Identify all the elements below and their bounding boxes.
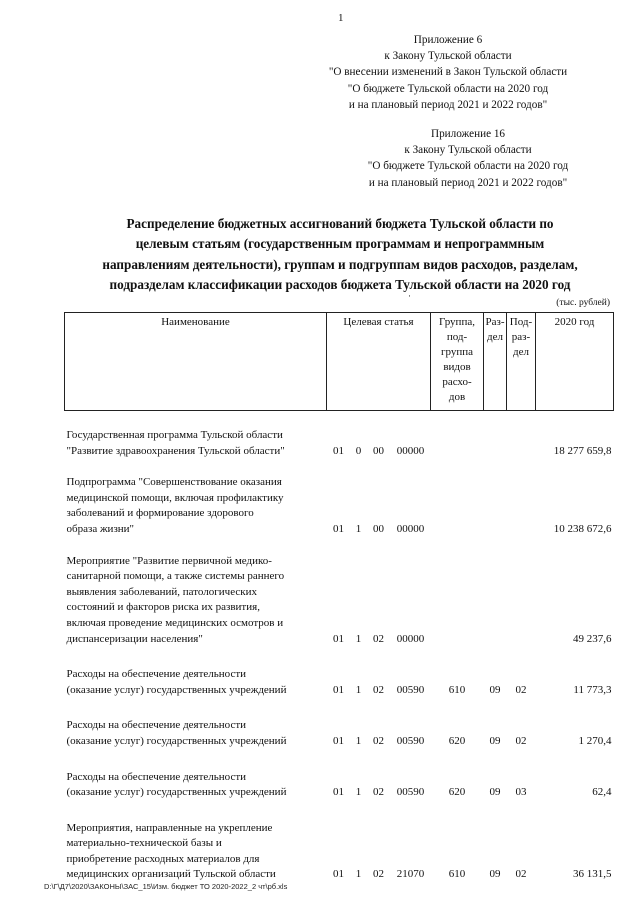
row-name-cell (65, 667, 327, 698)
target-code-cell (327, 554, 431, 648)
col-target-header: Целевая статья (327, 313, 431, 411)
page-number: 1 (338, 12, 344, 24)
target-code-k2: 1 (355, 683, 362, 696)
group-code-cell: 620 (448, 734, 466, 747)
row-name-line: Подпрограмма "Совершенствование оказания (66, 476, 282, 489)
subsection-code-cell: 03 (515, 786, 527, 799)
row-name-line: Мероприятие "Развитие первичной медико- (66, 554, 272, 567)
section-code-cell: 09 (489, 868, 501, 881)
spacer-cell (65, 647, 614, 667)
target-code-k4: 00590 (396, 786, 425, 799)
row-name-cell (65, 821, 327, 883)
header-line: дел (513, 346, 529, 358)
target-code-k3: 02 (373, 868, 384, 881)
row-spacer (65, 698, 614, 718)
table-row (65, 770, 614, 801)
appendix-line: "О внесении изменений в Закон Тульской области (328, 66, 568, 79)
target-code-k3: 02 (373, 734, 384, 747)
group-code-cell (431, 475, 484, 537)
row-name-line: заболеваний и формирование здорового (66, 507, 254, 520)
target-code-cell (327, 770, 431, 801)
title-line: целевым статьям (государственным программам и непрограммным (135, 236, 545, 252)
appendix-line: Приложение 16 (430, 128, 506, 140)
target-code-k3: 00 (373, 444, 384, 457)
row-name-cell (65, 554, 327, 648)
spacer-cell (65, 698, 614, 718)
target-code-k1: 01 (333, 786, 344, 799)
row-name-line: состояний и факторов риска их развития, (66, 601, 260, 614)
col-name-header: Наименование (65, 313, 327, 411)
target-code-k2: 1 (355, 786, 362, 799)
budget-table (64, 312, 614, 883)
appendix-line: и на плановый период 2021 и 2022 годов" (368, 176, 568, 189)
target-code-k1: 01 (333, 522, 344, 535)
section-code-cell: 09 (489, 786, 501, 799)
table-row (65, 718, 614, 749)
row-name-line: (оказание услуг) государственных учреждений (66, 734, 287, 747)
row-name-line: образа жизни" (66, 522, 135, 535)
group-code-cell: 610 (448, 683, 466, 696)
row-name-line: медицинских организаций Тульской области (66, 868, 276, 881)
section-code-cell (484, 475, 507, 537)
appendix-line: "О бюджете Тульской области на 2020 год (347, 82, 549, 95)
spacer-cell (65, 538, 614, 554)
row-spacer (65, 411, 614, 429)
spacer-cell (65, 411, 614, 429)
subsection-code-cell: 02 (515, 868, 527, 881)
row-spacer (65, 801, 614, 821)
row-spacer (65, 647, 614, 667)
header-line: Группа, (439, 316, 475, 328)
target-code-k2: 1 (355, 868, 362, 881)
title-line: подразделам классификации расходов бюджета Тульской области на 2020 год (109, 276, 571, 292)
appendix-line: "О бюджете Тульской области на 2020 год (367, 160, 569, 173)
appendix-line: к Закону Тульской области (404, 144, 532, 157)
row-name-cell (65, 475, 327, 537)
target-code-k1: 01 (333, 632, 344, 645)
table-row (65, 821, 614, 883)
appendix-line: и на плановый период 2021 и 2022 годов" (348, 98, 548, 111)
table-row (65, 554, 614, 648)
row-name-cell (65, 428, 327, 459)
row-name-line: (оказание услуг) государственных учреждений (66, 786, 287, 799)
subsection-code-cell: 02 (515, 734, 527, 747)
target-code-k3: 02 (373, 786, 384, 799)
subsection-code-cell (507, 475, 536, 537)
section-code-cell (484, 554, 507, 648)
target-code-k1: 01 (333, 868, 344, 881)
target-code-k2: 0 (355, 444, 362, 457)
appendix-line: к Закону Тульской области (384, 50, 512, 63)
header-line: дел (487, 331, 503, 343)
spacer-cell (65, 750, 614, 770)
target-code-k1: 01 (333, 683, 344, 696)
col-group-header (431, 313, 484, 411)
title-line: направлениям деятельности), группам и подгруппам видов расходов, разделам, (102, 256, 578, 272)
group-code-cell (431, 554, 484, 648)
row-name-line: Мероприятия, направленные на укрепление (66, 821, 273, 834)
units-label: (тыс. рублей) (556, 298, 610, 308)
header-line: Под- (509, 316, 533, 328)
row-name-line: (оказание услуг) государственных учреждений (66, 683, 287, 696)
row-name-line: диспансеризации населения" (66, 632, 203, 645)
amount-cell: 62,4 (592, 786, 612, 799)
target-code-k4: 21070 (396, 868, 425, 881)
appendix-line: Приложение 6 (413, 34, 483, 46)
section-code-cell: 09 (489, 683, 501, 696)
header-line: расхо- (442, 376, 472, 388)
stray-mark: · (408, 291, 411, 301)
target-code-cell (327, 428, 431, 459)
target-code-k1: 01 (333, 444, 344, 457)
row-spacer (65, 750, 614, 770)
row-name-line: приобретение расходных материалов для (66, 852, 260, 865)
target-code-cell (327, 667, 431, 698)
row-name-cell (65, 718, 327, 749)
table-header-row (65, 313, 614, 411)
amount-cell: 10 238 672,6 (553, 522, 612, 535)
target-code-k4: 00590 (396, 683, 425, 696)
target-code-k1: 01 (333, 734, 344, 747)
target-code-k4: 00000 (396, 444, 425, 457)
group-code-cell: 620 (448, 786, 466, 799)
target-code-k3: 00 (373, 522, 384, 535)
header-line: дов (448, 391, 466, 403)
file-path-footer: D:\Г\Д7\2020\ЗАКОНЫ\ЗАС_15\Изм. бюджет ТО 2020-2022_2 чт\рб.xls (44, 882, 288, 891)
col-section-header (484, 313, 507, 411)
target-code-k2: 1 (355, 734, 362, 747)
target-code-k4: 00000 (396, 632, 425, 645)
row-name-line: материально-технической базы и (66, 837, 222, 850)
spacer-cell (65, 801, 614, 821)
target-code-k4: 00000 (396, 522, 425, 535)
group-code-cell (431, 428, 484, 459)
table-row (65, 475, 614, 537)
row-name-line: Расходы на обеспечение деятельности (66, 770, 247, 783)
table-row (65, 428, 614, 459)
section-code-cell (484, 428, 507, 459)
header-line: раз- (511, 331, 531, 343)
col-subsection-header (507, 313, 536, 411)
target-code-k3: 02 (373, 683, 384, 696)
target-code-cell (327, 475, 431, 537)
header-line: группа (440, 346, 474, 358)
target-code-k3: 02 (373, 632, 384, 645)
target-code-k2: 1 (355, 522, 362, 535)
row-spacer (65, 459, 614, 475)
amount-cell: 36 131,5 (573, 868, 612, 881)
amount-cell: 18 277 659,8 (553, 444, 612, 457)
subsection-code-cell: 02 (515, 683, 527, 696)
title-line: Распределение бюджетных ассигнований бюджета Тульской области по (126, 216, 554, 231)
spacer-cell (65, 459, 614, 475)
table-row (65, 667, 614, 698)
group-code-cell: 610 (448, 868, 466, 881)
row-name-line: включая проведение медицинских осмотров и (66, 616, 284, 629)
row-name-cell (65, 770, 327, 801)
header-line: видов (443, 361, 471, 373)
header-line: под- (446, 331, 468, 343)
target-code-cell (327, 821, 431, 883)
appendix-6-block (298, 32, 598, 113)
col-year-header: 2020 год (536, 313, 614, 411)
row-name-line: выявления заболеваний, патологических (66, 585, 257, 598)
row-name-line: Расходы на обеспечение деятельности (66, 719, 247, 732)
target-code-cell (327, 718, 431, 749)
subsection-code-cell (507, 554, 536, 648)
section-code-cell: 09 (489, 734, 501, 747)
row-name-line: "Развитие здравоохранения Тульской области" (66, 444, 285, 457)
appendix-16-block (338, 126, 598, 191)
row-spacer (65, 538, 614, 554)
amount-cell: 49 237,6 (573, 632, 612, 645)
row-name-line: Расходы на обеспечение деятельности (66, 668, 247, 681)
amount-cell: 11 773,3 (573, 683, 612, 696)
target-code-k4: 00590 (396, 734, 425, 747)
row-name-line: Государственная программа Тульской области (66, 429, 283, 441)
row-name-line: санитарной помощи, а также системы раннего (66, 570, 285, 583)
amount-cell: 1 270,4 (578, 734, 612, 747)
target-code-k2: 1 (355, 632, 362, 645)
document-title (60, 214, 620, 295)
header-line: Раз- (485, 316, 505, 328)
subsection-code-cell (507, 428, 536, 459)
row-name-line: медицинской помощи, включая профилактику (66, 491, 284, 504)
